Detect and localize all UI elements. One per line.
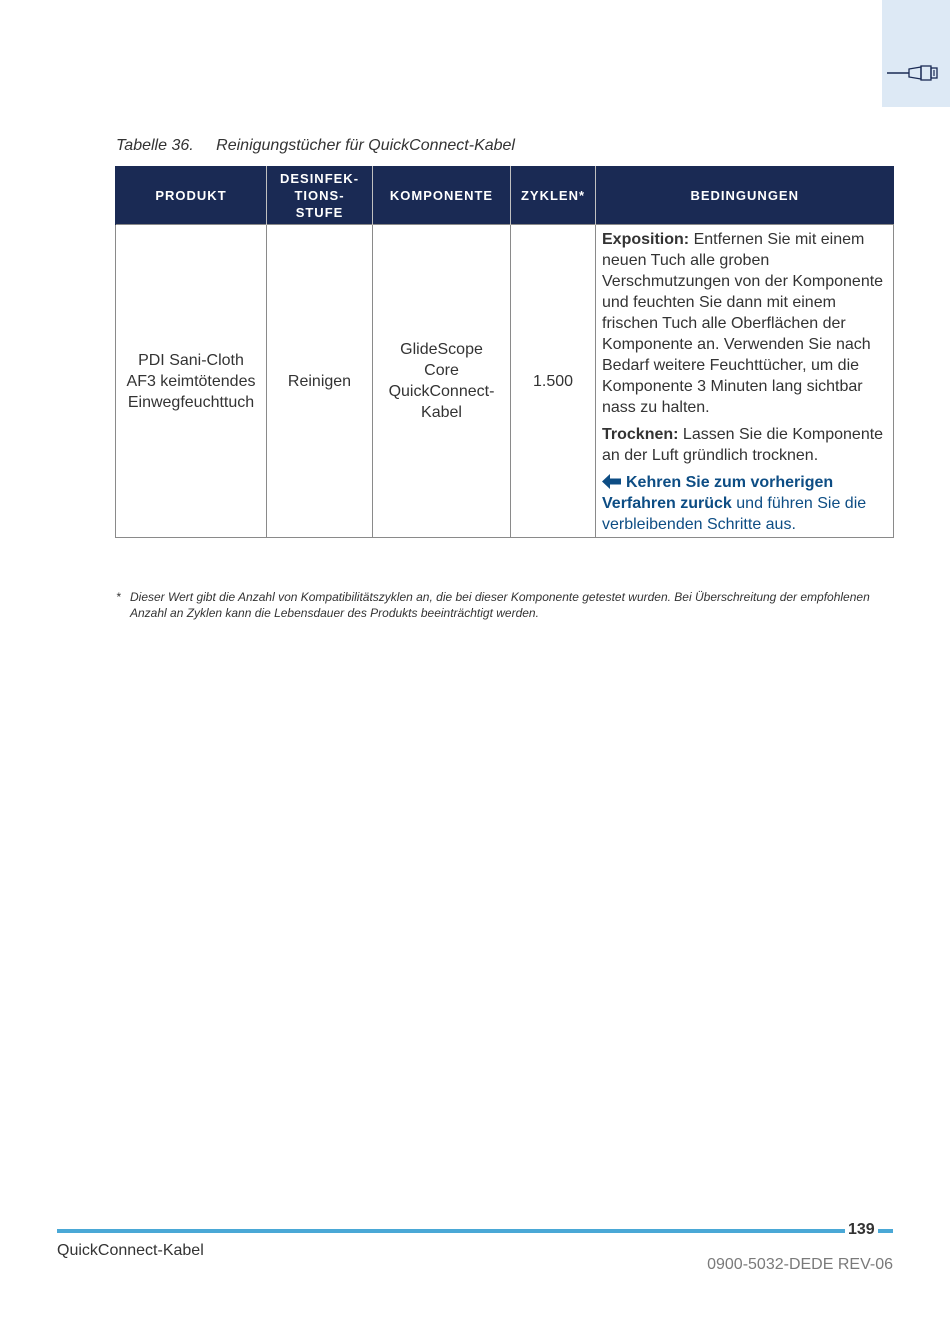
arrow-left-icon: [602, 474, 622, 489]
trocknen-text: Lassen Sie die Komponente an der Luft gründlich trocknen.: [602, 426, 884, 464]
footer-divider: [57, 1229, 845, 1233]
footnote-mark: *: [116, 590, 121, 604]
cell-produkt: PDI Sani-Cloth AF3 keimtötendes Einwegfeuchttuch: [116, 225, 267, 538]
footer-divider-end: [878, 1229, 893, 1233]
return-link-text[interactable]: und führen Sie die verbleibenden Schritte aus.: [602, 495, 867, 533]
header-desinfektionsstufe: DESINFEK- TIONS- STUFE: [267, 166, 373, 225]
section-tab: [882, 0, 950, 107]
footnote-text: Dieser Wert gibt die Anzahl von Kompatibilitätszyklen an, die bei dieser Komponente getestet wurden. Bei Überschreitung der empfohlenen Anzahl an Zyklen kann die Lebensdauer des Produkts beeinträchtigt werden.: [130, 590, 870, 620]
document-id: 0900-5032-DEDE REV-06: [707, 1256, 893, 1273]
table-title: Reinigungstücher für QuickConnect-Kabel: [216, 137, 515, 154]
table-header-row: [116, 166, 894, 225]
cell-komponente: GlideScope Core QuickConnect- Kabel: [373, 225, 511, 538]
cleaning-wipes-table: [115, 166, 894, 538]
header-komponente: KOMPONENTE: [373, 166, 511, 225]
table-row: [116, 225, 894, 538]
return-link-bold[interactable]: Kehren Sie zum vorherigen Verfahren zurück: [602, 474, 834, 512]
exposition-label: Exposition:: [602, 231, 690, 248]
trocknen-paragraph: [602, 424, 887, 466]
footer-section-title: QuickConnect-Kabel: [57, 1242, 204, 1259]
page-number: 139: [848, 1221, 875, 1238]
cable-connector-icon: [887, 62, 943, 84]
table-caption: [116, 137, 515, 155]
exposition-paragraph: [602, 229, 887, 418]
header-produkt: PRODUKT: [116, 166, 267, 225]
cell-stufe: Reinigen: [267, 225, 373, 538]
cell-bedingungen: [596, 225, 894, 538]
cell-zyklen: 1.500: [511, 225, 596, 538]
table-footnote: [116, 589, 876, 621]
return-to-procedure-link[interactable]: [602, 472, 887, 535]
header-bedingungen: BEDINGUNGEN: [596, 166, 894, 225]
exposition-text: Entfernen Sie mit einem neuen Tuch alle groben Verschmutzungen von der Komponente und feuchten Sie dann mit einem frischen Tuch alle Oberflächen der Komponente an. Verwenden Sie nach Bedarf weitere Feuchttücher, um die Komponente 3 Minuten lang sichtbar nass zu halten.: [602, 231, 884, 416]
table-number: Tabelle 36.: [116, 137, 194, 154]
header-zyklen: ZYKLEN*: [511, 166, 596, 225]
trocknen-label: Trocknen:: [602, 426, 679, 443]
